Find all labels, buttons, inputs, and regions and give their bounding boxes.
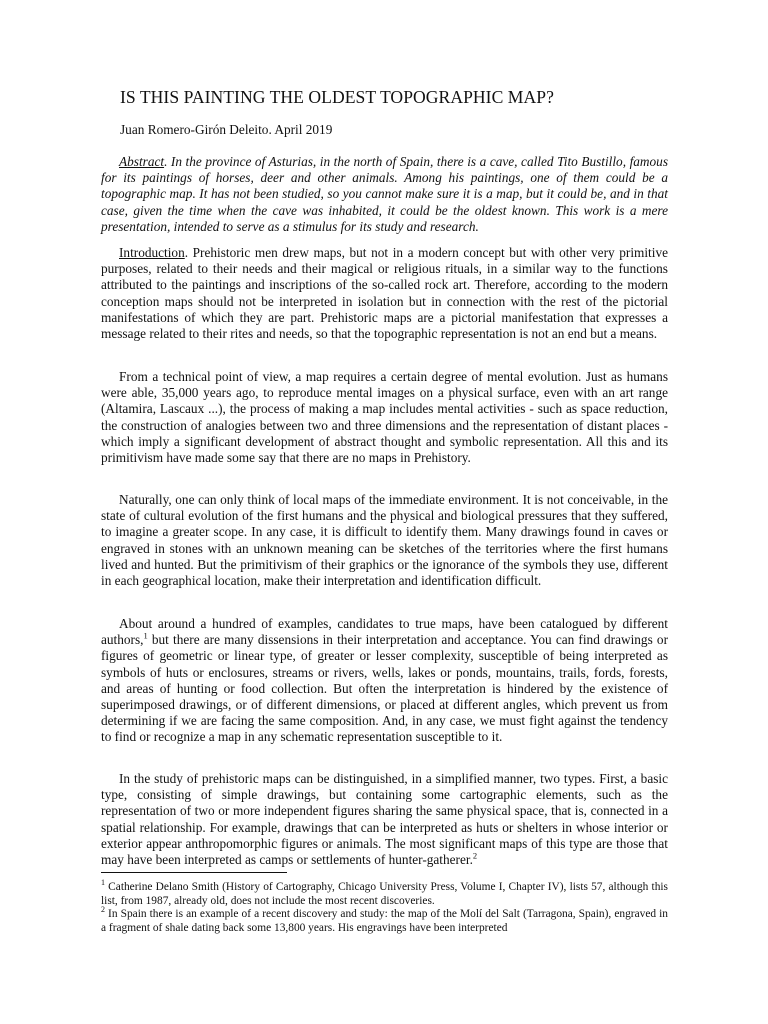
author-line: Juan Romero-Girón Deleito. April 2019 (120, 122, 333, 137)
footnote-ref-1[interactable]: 1 (143, 630, 148, 641)
footnote-2-text: In Spain there is an example of a recent discovery and study: the map of the Molí del Salt (Tarragona, Spain), engraved in a fragment of shale dating back some 13,800 years. His engravings have been interpreted (101, 908, 668, 935)
paragraph-local-maps: Naturally, one can only think of local maps of the immediate environment. It is not conceivable, in the state of cultural evolution of the first humans and the physical and biological pressures that they suffered, to imagine a greater scope. In any case, it is difficult to identify them. Many drawings found in caves or engraved in stones with an unknown meaning can be sketches of the territories where the first humans lived and hunted. But the primitivism of their graphics or the ignorance of the symbols they use, different in each geographical location, make their interpretation and identification difficult. (101, 492, 668, 589)
paragraph-technical: From a technical point of view, a map requires a certain degree of mental evolution. Just as humans were able, 35,000 years ago, to reproduce mental images on a physical surface, even with an art range (Altamira, Lascaux ...), the process of making a map includes mental activities - such as space reduction, the construction of analogies between two and three dimensions and the representation of distant places - which imply a significant development of abstract thought and symbolic representation. All this and its primitivism have made some say that there are no maps in Prehistory. (101, 369, 668, 466)
footnote-ref-2[interactable]: 2 (472, 850, 478, 861)
footnote-2 (101, 907, 668, 936)
abstract-text: . In the province of Asturias, in the north of Spain, there is a cave, called Tito Bustillo, famous for its paintings of horses, deer and other animals. Among his paintings, one of them could be a topographic map. It has not been studied, so you cannot make sure it is a map, but it could be, and in that case, given the time when the cave was inhabited, it could be the oldest known. This work is a mere presentation, intended to serve as a stimulus for its study and research. (101, 154, 668, 234)
abstract-paragraph (101, 154, 668, 235)
introduction-heading: Introduction (119, 245, 185, 260)
paragraph-examples-text-b: but there are many dissensions in their interpretation and acceptance. You can find drawings or figures of geometric or linear type, of greater or lesser complexity, susceptible of being interpreted as symbols of huts or enclosures, streams or rivers, wells, lakes or ponds, mountains, trails, fords, forests, and areas of hunting or food collection. But often the interpretation is hindered by the existence of superimposed drawings, or of different dimensions, or placed at different angles, which prevent us from determining if we are facing the same composition. And, in any case, we must fight against the tendency to find or recognize a map in any schematic representation susceptible to it. (101, 632, 668, 745)
document-title: IS THIS PAINTING THE OLDEST TOPOGRAPHIC MAP? (120, 87, 554, 107)
paragraph-map-types (101, 771, 668, 868)
footnote-separator (101, 872, 287, 873)
paragraph-examples (101, 616, 668, 746)
introduction-paragraph (101, 245, 668, 342)
footnote-2-mark: 2 (101, 905, 105, 915)
introduction-text: . Prehistoric men drew maps, but not in a modern concept but with other very primitive purposes, related to their needs and their magical or religious rituals, in a similar way to the functions attributed to the paintings and inscriptions of the so-called rock art. Therefore, according to the modern conception maps should not be interpreted in isolation but in connection with the rest of the pictorial manifestations of which they are part. Prehistoric maps are a pictorial manifestation that expresses a message related to their rites and needs, so that the topographic representation is not an end but a means. (101, 245, 668, 342)
paragraph-examples-text-a: About around a hundred of examples, candidates to true maps, have been catalogued by different authors, (101, 616, 668, 648)
footnote-1-mark: 1 (101, 878, 105, 888)
footnote-1 (101, 880, 668, 909)
paragraph-map-types-text: In the study of prehistoric maps can be distinguished, in a simplified manner, two types. First, a basic type, consisting of simple drawings, but containing some cartographic elements, such as the representation of two or more independent figures sharing the same physical space, that is, connected in a spatial relationship. For example, drawings that can be interpreted as huts or shelters in whose interior or exterior appear anthropomorphic figures or animals. The most significant maps of this type are those that may have been interpreted as camps or settlements of hunter-gatherer. (101, 771, 668, 868)
footnote-1-text: Catherine Delano Smith (History of Cartography, Chicago University Press, Volume I, Chapter IV), lists 57, although this list, from 1987, already old, does not include the most recent discoveries. (101, 881, 668, 908)
abstract-heading: Abstract (119, 154, 165, 169)
